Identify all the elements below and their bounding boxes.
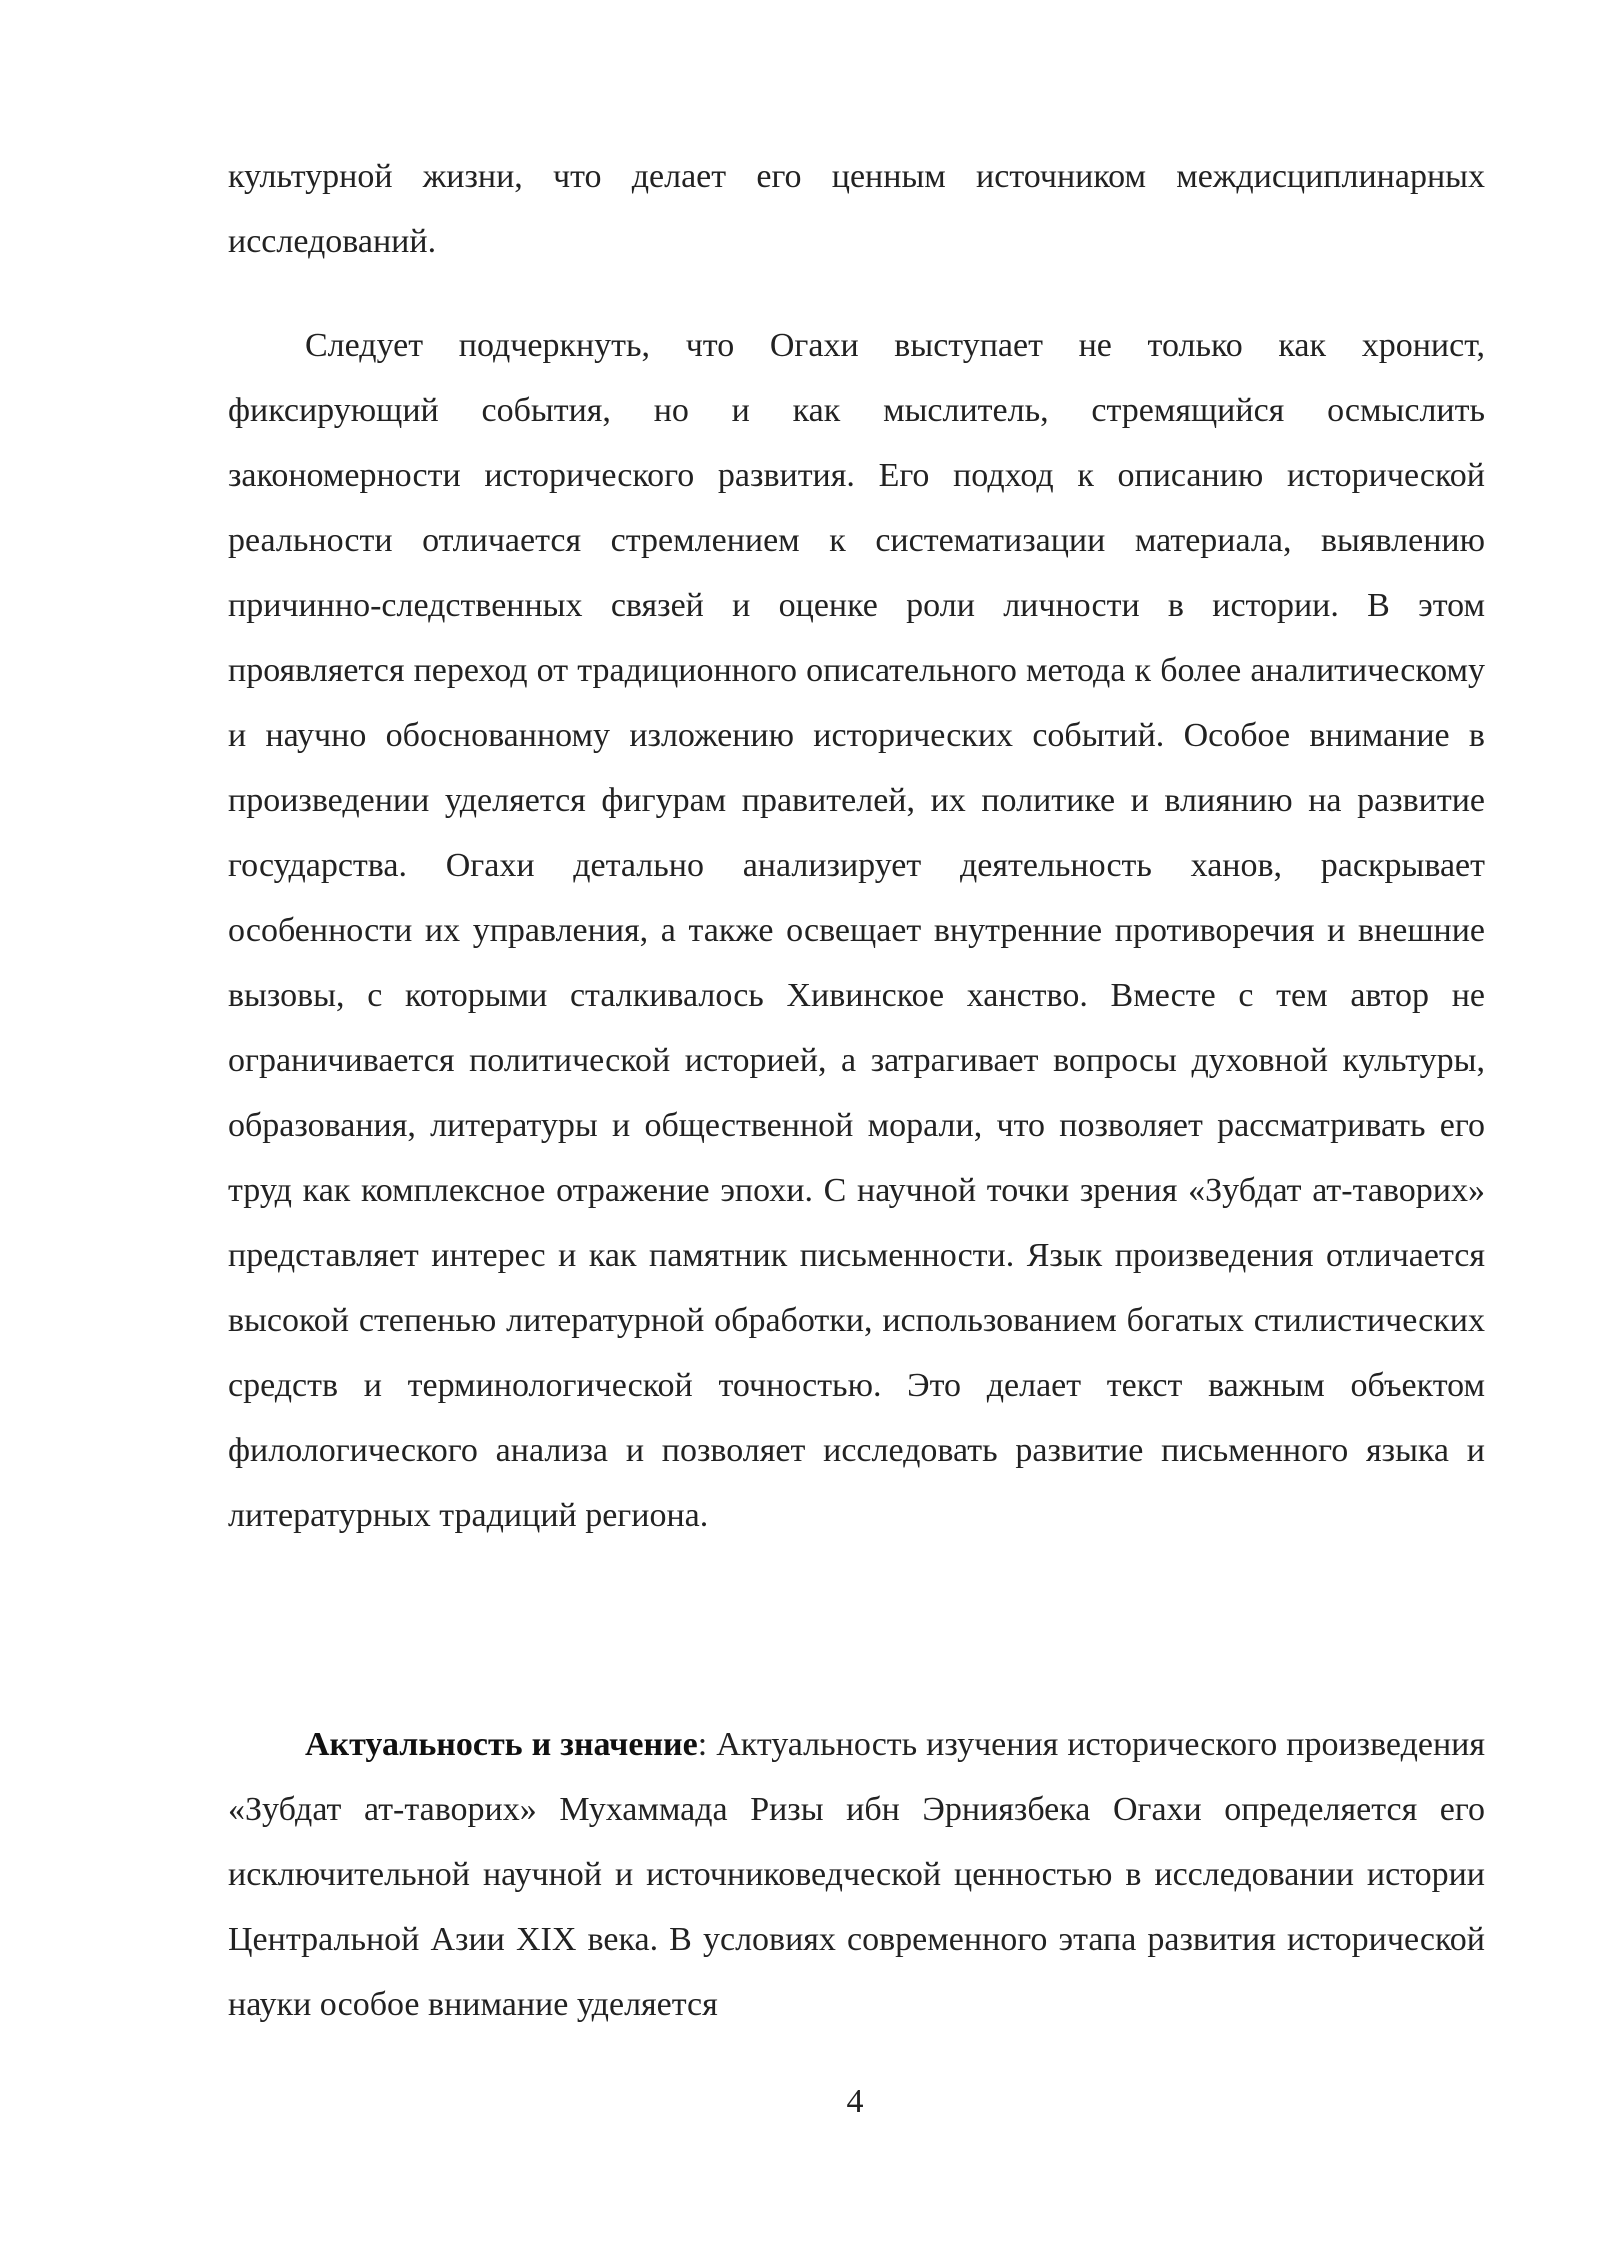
relevance-colon: : [697, 1726, 708, 1763]
relevance-text: Актуальность изучения исторического произведения «Зубдат ат-таворих» Мухаммада Ризы ибн Эрниязбека Огахи определяется его исключительной научной и источниковедческой ценностью в исследовании истории Центральной Азии XIX века. В условиях современного этапа развития исторической науки особое внимание уделяется [228, 1726, 1485, 2023]
page-number: 4 [846, 2083, 864, 2120]
paragraph-continuation: культурной жизни, что делает его ценным источником междисциплинарных исследований. [228, 158, 1485, 260]
paragraph-relevance [228, 1712, 1485, 2037]
relevance-heading: Актуальность и значение [305, 1726, 698, 1763]
paragraph-main: Следует подчеркнуть, что Огахи выступает не только как хронист, фиксирующий события, но и как мыслитель, стремящийся осмыслить закономерности исторического развития. Его подход к описанию исторической реальности отличается стремлением к систематизации материала, выявлению причинно-следственных связей и оценке роли личности в истории. В этом проявляется переход от традиционного описательного метода к более аналитическому и научно обоснованному изложению исторических событий. Особое внимание в произведении уделяется фигурам правителей, их политике и влиянию на развитие государства. Огахи детально анализирует деятельность ханов, раскрывает особенности их управления, а также освещает внутренние противоречия и внешние вызовы, с которыми сталкивалось Хивинское ханство. Вместе с тем автор не ограничивается политической историей, а затрагивает вопросы духовной культуры, образования, литературы и общественной морали, что позволяет рассматривать его труд как комплексное отражение эпохи. С научной точки зрения «Зубдат ат-таворих» представляет интерес и как памятник письменности. Язык произведения отличается высокой степенью литературной обработки, использованием богатых стилистических средств и терминологической точностью. Это делает текст важным объектом филологического анализа и позволяет исследовать развитие письменного языка и литературных традиций региона. [228, 327, 1485, 1534]
